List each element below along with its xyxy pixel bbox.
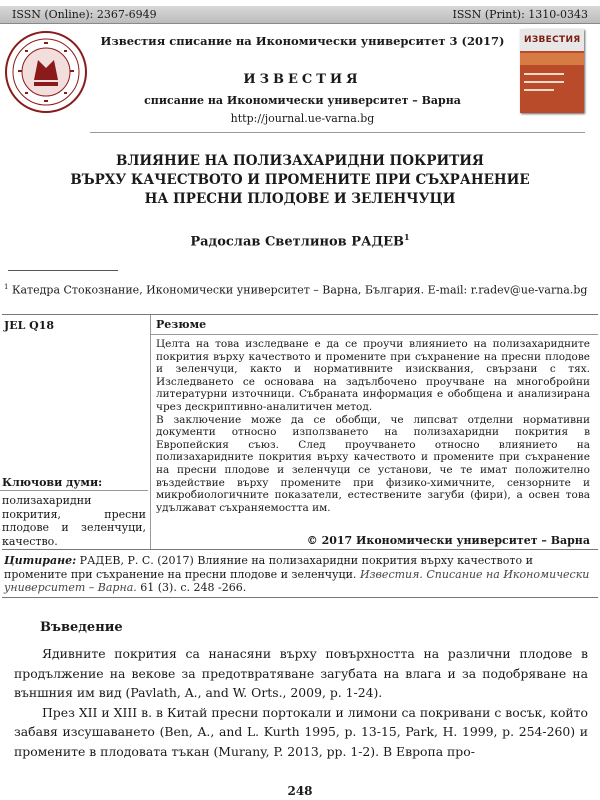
citation-journal: Известия. Списание на Икономически университет – Варна.	[4, 567, 590, 594]
issn-print: ISSN (Print): 1310-0343	[452, 8, 588, 21]
article-title-line: ВЪРХУ КАЧЕСТВОТО И ПРОМЕНИТЕ ПРИ СЪХРАНЕНИЕ	[70, 172, 530, 188]
issn-bar	[0, 6, 600, 24]
journal-cover-image	[520, 29, 584, 113]
author-name	[40, 232, 560, 249]
journal-title: ИЗВЕСТИЯ	[243, 72, 362, 87]
footnote-mark: 1	[4, 283, 9, 291]
keywords-text: полизахаридни покрития, пресни плодове и зеленчуци, качество.	[2, 494, 146, 548]
body-paragraph: През XII и XIII в. в Китай пресни портокали и лимони са покривани с восък, който забавя изсушаването (Ben, A., and L. Kurth 1995, p. 13-15, Park, H. 1999, p. 254-260) и промените в плодовата тъкан (Murany, P. 2013, pp. 1-2). В Европа про-	[14, 704, 588, 759]
citation-main: РАДЕВ, Р. С. (2017) Влияние на полизахаридни покрития върху качеството и промените при съхранение на пресни плодове и зеленчуци.	[4, 554, 533, 581]
header-rule	[90, 132, 585, 133]
citation-volume: 61 (3). с. 248 -266.	[140, 581, 247, 594]
article-title	[40, 152, 560, 209]
abstract-heading: Резюме	[156, 318, 207, 331]
body-paragraph: Ядивните покрития са нанасяни върху повърхността на различни плодове в продължение на векове за предотвратяване загубата на влага и за подобряване на външния им вид (Pavlath, A., and W. Orts., 2009, p. 1-24).	[14, 646, 588, 700]
article-title-line: НА ПРЕСНИ ПЛОДОВЕ И ЗЕЛЕНЧУЦИ	[144, 191, 456, 207]
journal-url[interactable]: http://journal.ue-varna.bg	[230, 112, 375, 125]
journal-line: Известия списание на Икономически университет 3 (2017)	[100, 34, 505, 48]
author-footnote-mark: 1	[404, 232, 410, 242]
footnote-rule	[8, 270, 118, 271]
citation-rule	[2, 597, 598, 598]
citation	[4, 554, 590, 595]
abstract-heading-rule	[150, 334, 598, 335]
university-seal-logo	[4, 30, 88, 114]
page-number: 248	[287, 784, 313, 798]
copyright-notice: © 2017 Икономически университет – Варна	[306, 534, 590, 547]
article-title-line: ВЛИЯНИЕ НА ПОЛИЗАХАРИДНИ ПОКРИТИЯ	[116, 153, 484, 169]
footnote-text: Катедра Стокознание, Икономически университет – Варна, България. E-mail: r.radev@ue-varna.bg	[11, 283, 588, 297]
jel-code: JEL Q18	[4, 319, 55, 332]
keywords-rule	[0, 490, 148, 491]
author-footnote	[4, 280, 590, 298]
author-text: Радослав Светлинов РАДЕВ	[190, 234, 405, 250]
abstract-paragraph: Целта на това изследване е да се проучи влиянието на полизахаридните покрития върху качеството и промените при съхранение на пресни плодове и зеленчуци, както и нормативните изисквания, свързани с тях. Изследването се основава на задълбочено проучване на многобройни литературни източници. Събраната информация е обобщена и анализирана чрез дескриптивно-аналитичен метод.	[156, 338, 590, 413]
body-text	[14, 644, 588, 761]
keywords-heading: Ключови думи:	[2, 476, 103, 489]
citation-label: Цитиране:	[4, 554, 77, 567]
journal-subtitle: списание на Икономически университет – Варна	[144, 94, 461, 107]
issn-online: ISSN (Online): 2367-6949	[12, 8, 157, 21]
abstract-paragraph: В заключение може да се обобщи, че липсват отделни нормативни документи относно използването на полизахаридни покрития в Европейския съюз. След проучването относно влиянието на полизахаридните покрития върху качеството и промените при съхранение на пресни плодове и зеленчуци се установи, че те имат положително въздействие върху промените при физико-химичните, сензорните и микробиологичните показатели, естествените загуби (фири), а освен това удължават съхраняемостта им.	[156, 413, 590, 514]
cover-label: ИЗВЕСТИЯ	[524, 35, 581, 45]
abstract-text	[156, 338, 590, 514]
section-heading: Въведение	[40, 620, 123, 635]
